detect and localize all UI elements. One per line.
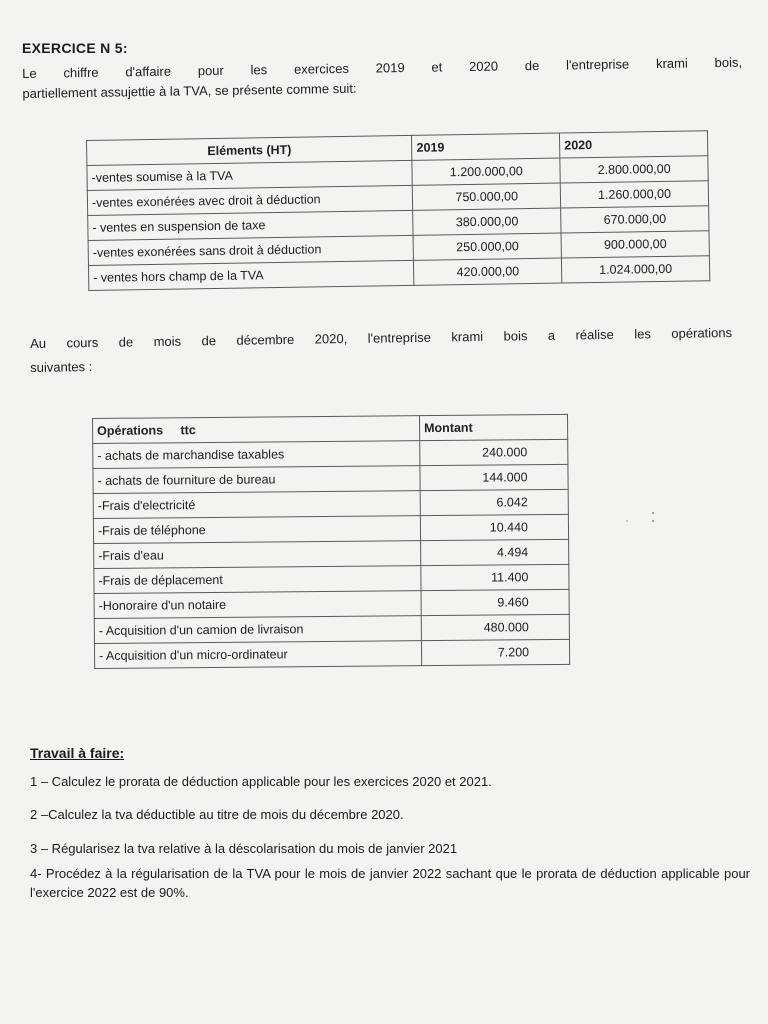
scan-speck — [652, 512, 654, 514]
sales-header-2019: 2019 — [412, 133, 560, 160]
scan-speck — [652, 520, 654, 522]
exercise-title: EXERCICE N 5: — [22, 40, 128, 56]
operation-label: - achats de fourniture de bureau — [93, 466, 420, 494]
operation-amount: 240.000 — [420, 439, 568, 465]
task-item: 3 – Régularisez la tva relative à la déscolarisation du mois de janvier 2021 — [30, 841, 458, 856]
sales-table — [86, 130, 710, 291]
operations-header-amount: Montant — [419, 414, 567, 440]
scan-speck — [626, 520, 628, 522]
sales-row-2019: 420.000,00 — [414, 258, 562, 285]
table-row — [94, 639, 569, 668]
operations-intro-line-2: suivantes : — [30, 359, 93, 375]
sales-row-2020: 670.000,00 — [561, 206, 709, 233]
sales-row-2020: 2.800.000,00 — [560, 156, 708, 183]
operations-header-label: Opérations ttc — [93, 416, 420, 444]
operations-intro-line-1: Au cours de mois de décembre 2020, l'entreprise krami bois a réalise les opérations — [30, 324, 733, 351]
sales-row-label: -ventes soumise à la TVA — [87, 160, 413, 190]
sales-row-2020: 1.024.000,00 — [562, 256, 710, 283]
operation-label: - achats de marchandise taxables — [93, 441, 420, 469]
sales-row-2019: 1.200.000,00 — [412, 158, 560, 185]
sales-row-2020: 1.260.000,00 — [560, 181, 708, 208]
operation-label: -Honoraire d'un notaire — [94, 591, 421, 619]
sales-row-2019: 380.000,00 — [413, 208, 561, 235]
sales-row-label: - ventes hors champ de la TVA — [88, 260, 414, 290]
operations-table — [92, 414, 570, 669]
operation-amount: 480.000 — [421, 614, 569, 640]
sales-row-label: - ventes en suspension de taxe — [88, 210, 414, 240]
operation-label: -Frais de téléphone — [93, 516, 420, 544]
sales-row-label: -ventes exonérées avec droit à déduction — [87, 185, 413, 215]
intro-line-2: partiellement assujettie à la TVA, se présente comme suit: — [22, 80, 357, 101]
sales-row-2019: 750.000,00 — [413, 183, 561, 210]
operation-label: - Acquisition d'un micro-ordinateur — [94, 641, 421, 669]
intro-line-1: Le chiffre d'affaire pour les exercices 2019 et 2020 de l'entreprise krami bois, — [22, 54, 743, 81]
sales-header-elements: Eléments (HT) — [87, 135, 413, 165]
operation-amount: 6.042 — [420, 489, 568, 515]
operation-label: - Acquisition d'un camion de livraison — [94, 616, 421, 644]
operation-amount: 4.494 — [421, 539, 569, 565]
operation-amount: 7.200 — [421, 639, 569, 665]
task-item: 2 –Calculez la tva déductible au titre de mois du décembre 2020. — [30, 807, 404, 822]
operation-amount: 9.460 — [421, 589, 569, 615]
sales-row-2020: 900.000,00 — [561, 231, 709, 258]
operation-amount: 10.440 — [420, 514, 568, 540]
operation-label: -Frais d'eau — [94, 541, 421, 569]
operation-label: -Frais de déplacement — [94, 566, 421, 594]
sales-row-2019: 250.000,00 — [413, 233, 561, 260]
work-title: Travail à faire: — [30, 745, 125, 761]
task-item: 1 – Calculez le prorata de déduction applicable pour les exercices 2020 et 2021. — [30, 774, 492, 789]
task-item: 4- Procédez à la régularisation de la TVA pour le mois de janvier 2022 sachant que le prorata de déduction applicable pour l'exercice 2022 est de 90%. — [30, 866, 750, 900]
sales-row-label: -ventes exonérées sans droit à déduction — [88, 235, 414, 265]
operation-amount: 11.400 — [421, 564, 569, 590]
intro-paragraph — [22, 53, 743, 104]
sales-header-2020: 2020 — [560, 131, 708, 158]
operation-amount: 144.000 — [420, 464, 568, 490]
operation-label: -Frais d'electricité — [93, 491, 420, 519]
